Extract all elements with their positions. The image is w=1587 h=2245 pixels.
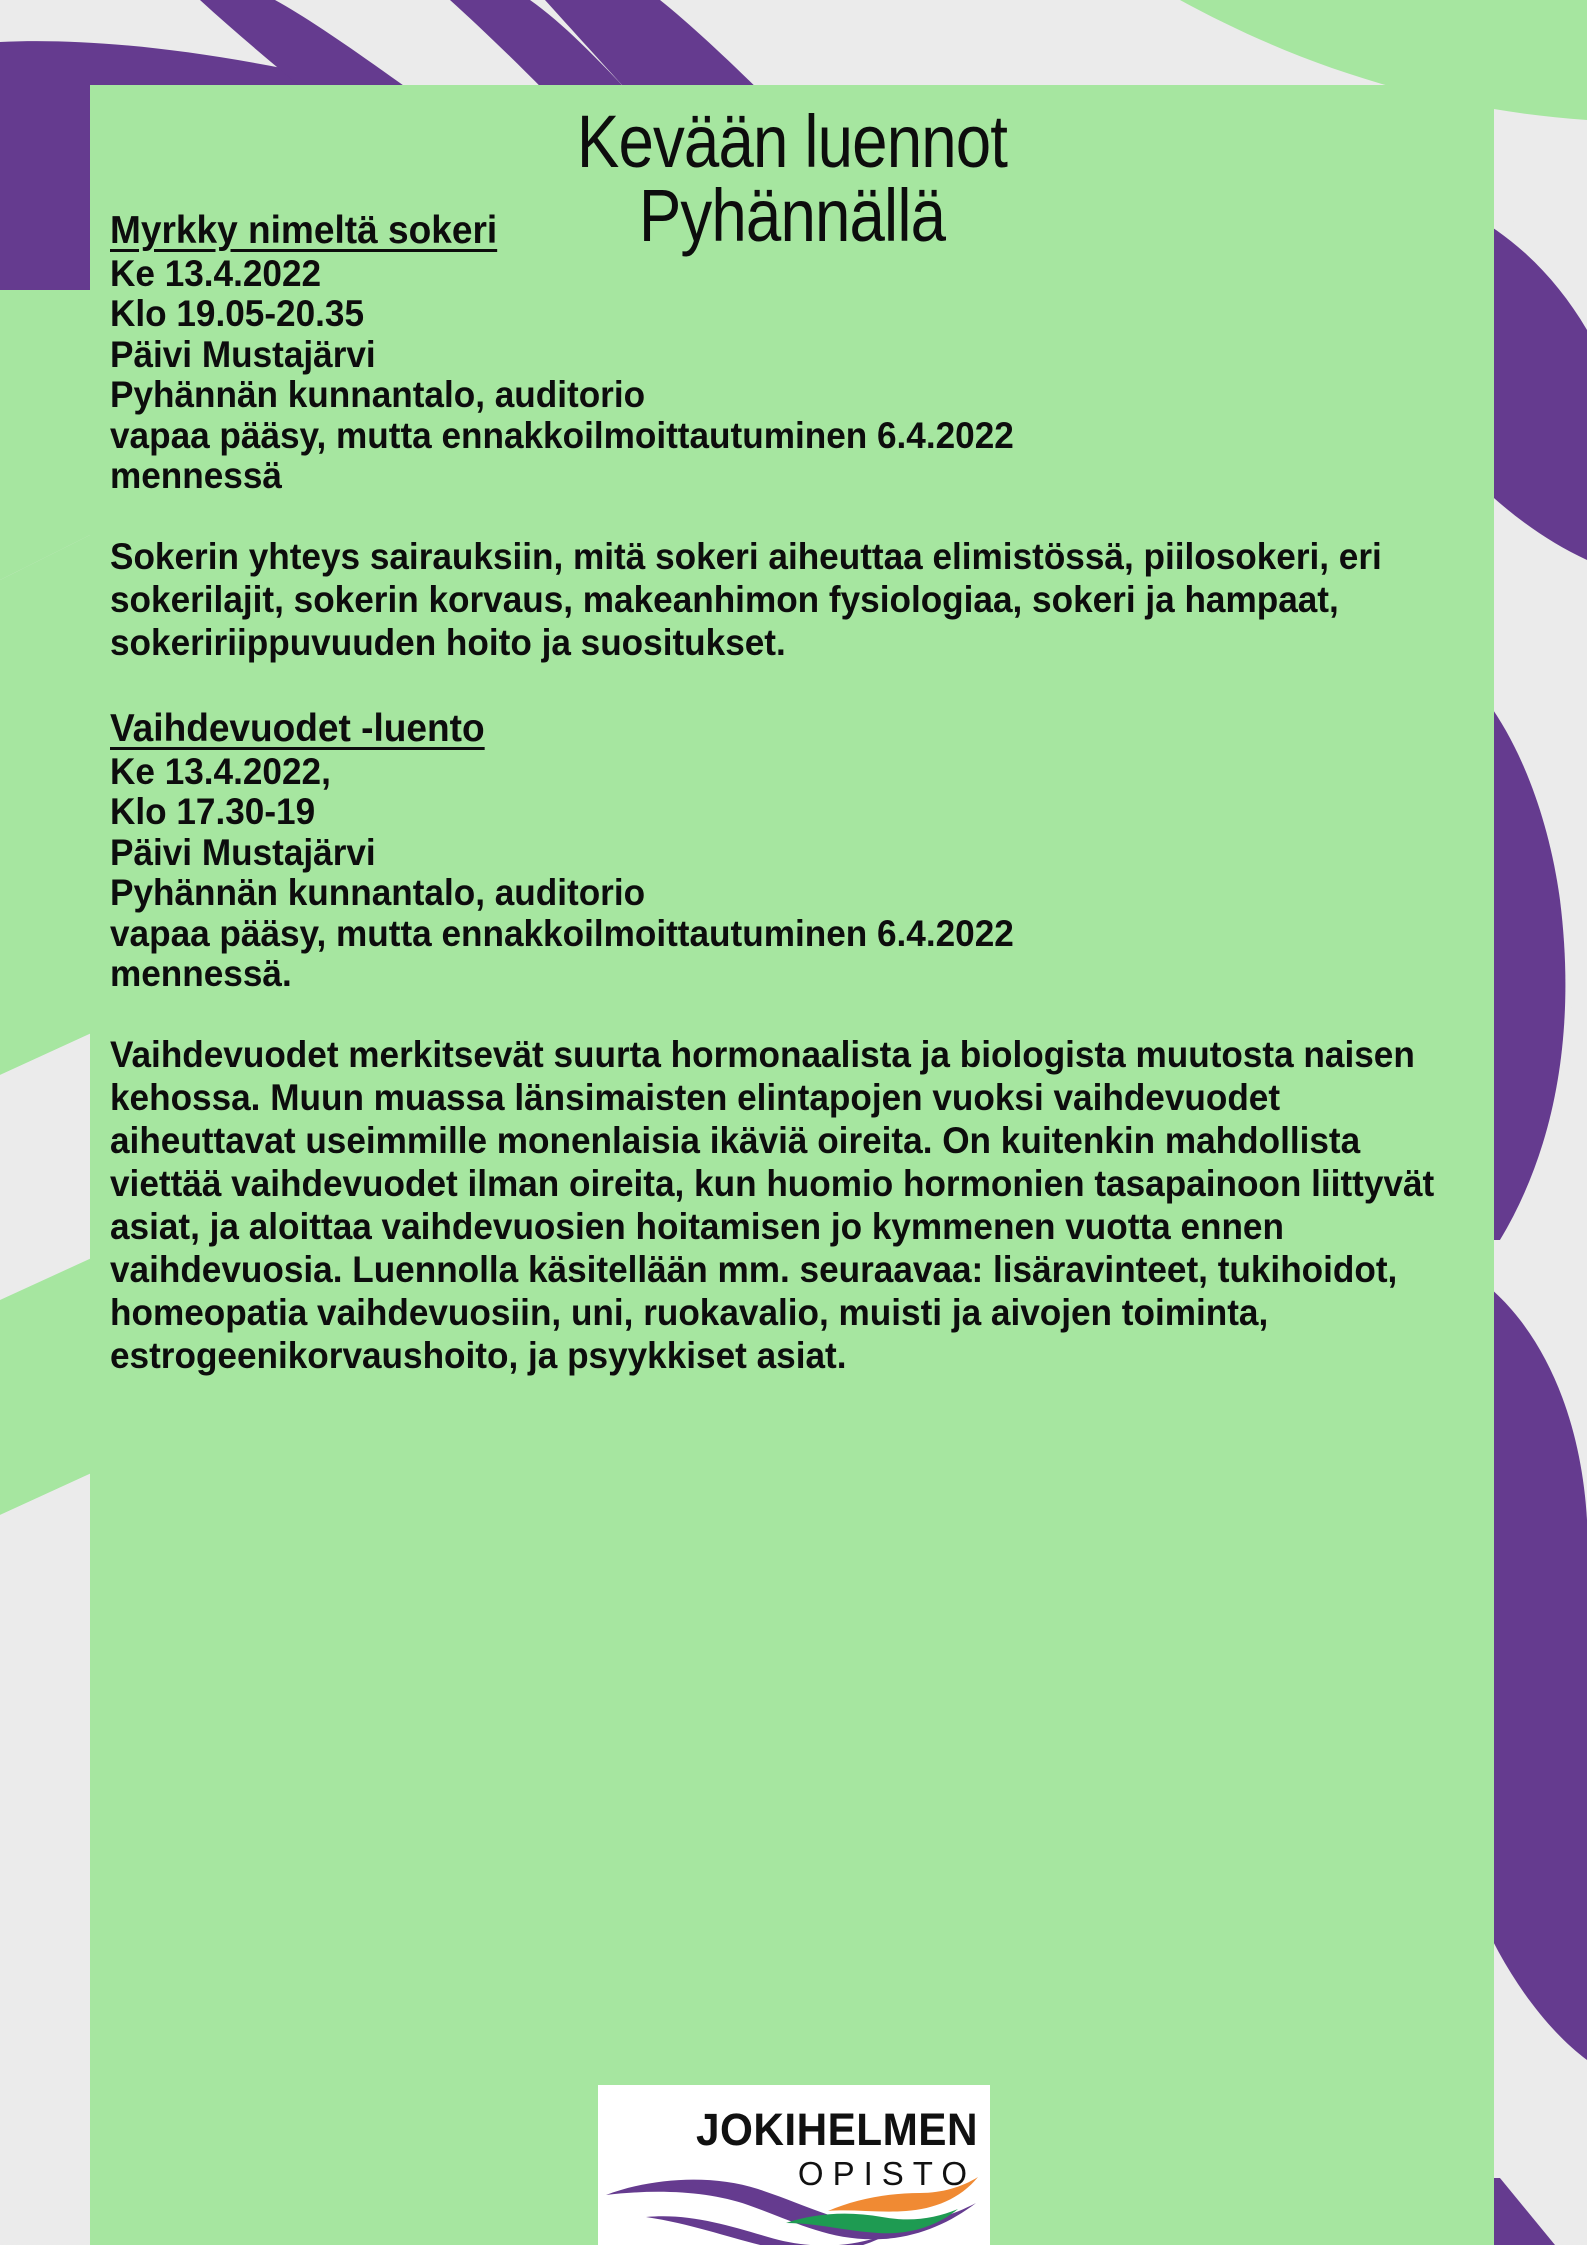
lecture-speaker: Päivi Mustajärvi	[110, 333, 376, 375]
lecture-date: Ke 13.4.2022	[110, 252, 322, 294]
lecture-registration: vapaa pääsy, mutta ennakkoilmoittautuminen 6.4.2022	[110, 912, 1014, 954]
lecture-list	[110, 210, 1440, 1377]
lecture-registration-cont: mennessä	[110, 455, 282, 497]
logo-wordmark: JOKIHELMEN	[695, 2104, 978, 2155]
lecture-venue: Pyhännän kunnantalo, auditorio	[110, 374, 646, 416]
lecture-heading: Vaihdevuodet -luento	[110, 707, 485, 750]
spacer	[110, 995, 1440, 1033]
lecture-time: Klo 19.05-20.35	[110, 293, 365, 335]
lecture-venue: Pyhännän kunnantalo, auditorio	[110, 872, 646, 914]
swoosh-purple-upper	[606, 2180, 976, 2240]
lecture-time: Klo 17.30-19	[110, 791, 316, 833]
lecture-registration-cont: mennessä.	[110, 953, 292, 995]
logo-subtitle: OPISTO	[797, 2155, 976, 2192]
logo-swoosh-icon	[598, 2173, 990, 2245]
lecture-section-sugar	[110, 210, 1440, 664]
lecture-date: Ke 13.4.2022,	[110, 750, 331, 792]
title-line-2: Pyhännällä	[638, 174, 946, 257]
lecture-speaker: Päivi Mustajärvi	[110, 831, 376, 873]
jokihelmen-opisto-logo	[598, 2085, 990, 2245]
poster-content	[90, 85, 1494, 2245]
lecture-heading: Myrkky nimeltä sokeri	[110, 209, 498, 252]
swoosh-orange	[828, 2177, 978, 2212]
lecture-description: Sokerin yhteys sairauksiin, mitä sokeri aiheuttaa elimistössä, piilosokeri, eri sokerilajit, sokerin korvaus, makeanhimon fysiologiaa, sokeri ja hampaat, sokeririippuvuuden hoito ja suositukset.	[110, 535, 1382, 663]
spacer	[110, 497, 1440, 535]
spacer	[110, 664, 1440, 708]
lecture-description: Vaihdevuodet merkitsevät suurta hormonaalista ja biologista muutosta naisen kehossa. Muun muassa länsimaisten elintapojen vuoksi vaihdevuodet aiheuttavat useimmille monenlaisia ikäviä oireita. On kuitenkin mahdollista viettää vaihdevuodet ilman oireita, kun huomio hormonien tasapainoon liittyvät asiat, ja aloittaa vaihdevuosien hoitamisen jo kymmenen vuotta ennen vaihdevuosia. Luennolla käsitellään mm. seuraavaa: lisäravinteet, tukihoidot, homeopatia vaihdevuosiin, uni, ruokavalio, muisti ja aivojen toiminta, estrogeenikorvaushoito, ja psyykkiset asiat.	[110, 1033, 1435, 1377]
lecture-section-menopause	[110, 708, 1440, 1377]
lecture-registration: vapaa pääsy, mutta ennakkoilmoittautuminen 6.4.2022	[110, 414, 1014, 456]
title-line-1: Kevään luennot	[576, 100, 1008, 183]
